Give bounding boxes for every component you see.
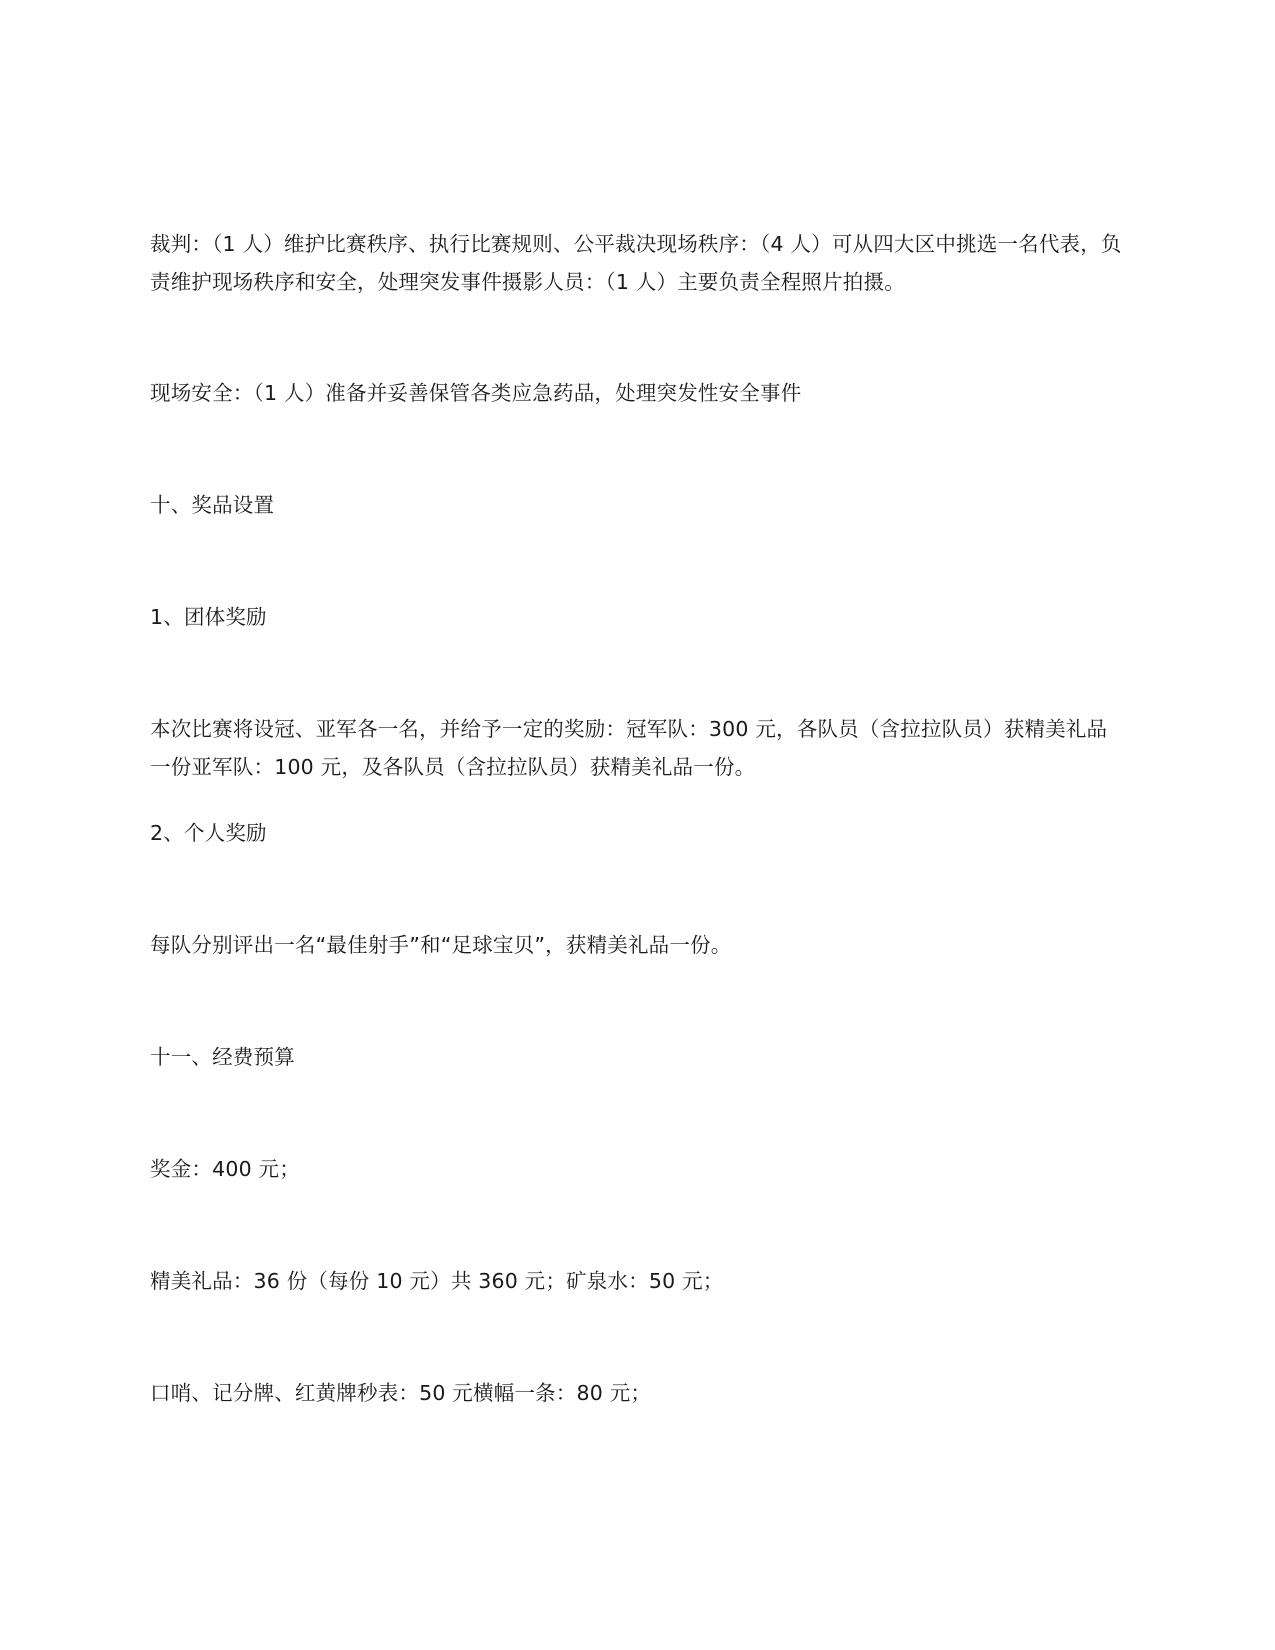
paragraph-team-award-detail: 本次比赛将设冠、亚军各一名，并给予一定的奖励：冠军队：300 元，各队员（含拉拉队员）获精美礼品一份亚军队：100 元，及各队员（含拉拉队员）获精美礼品一份。 <box>150 717 1108 779</box>
paragraph-individual-award: 每队分别评出一名“最佳射手”和“足球宝贝”，获精美礼品一份。 <box>150 933 732 957</box>
subheading-team-award: 1、团体奖励 <box>150 605 267 629</box>
heading-budget: 十一、经费预算 <box>150 1045 295 1069</box>
heading-prize-settings: 十、奖品设置 <box>150 493 275 517</box>
paragraph-site-safety: 现场安全：（1 人）准备并妥善保管各类应急药品，处理突发性安全事件 <box>150 381 802 405</box>
subheading-individual-award: 2、个人奖励 <box>150 821 267 845</box>
paragraph-referee-staff: 裁判：（1 人）维护比赛秩序、执行比赛规则、公平裁决现场秩序：（4 人）可从四大区中挑选一名代表，负责维护现场秩序和安全，处理突发事件摄影人员：（1 人）主要负责全程照片拍摄。 <box>150 232 1122 294</box>
paragraph-budget-equipment: 口哨、记分牌、红黄牌秒表：50 元横幅一条：80 元； <box>150 1381 652 1405</box>
paragraph-budget-prize-money: 奖金：400 元； <box>150 1157 300 1181</box>
paragraph-budget-gifts-water: 精美礼品：36 份（每份 10 元）共 360 元；矿泉水：50 元； <box>150 1269 724 1293</box>
